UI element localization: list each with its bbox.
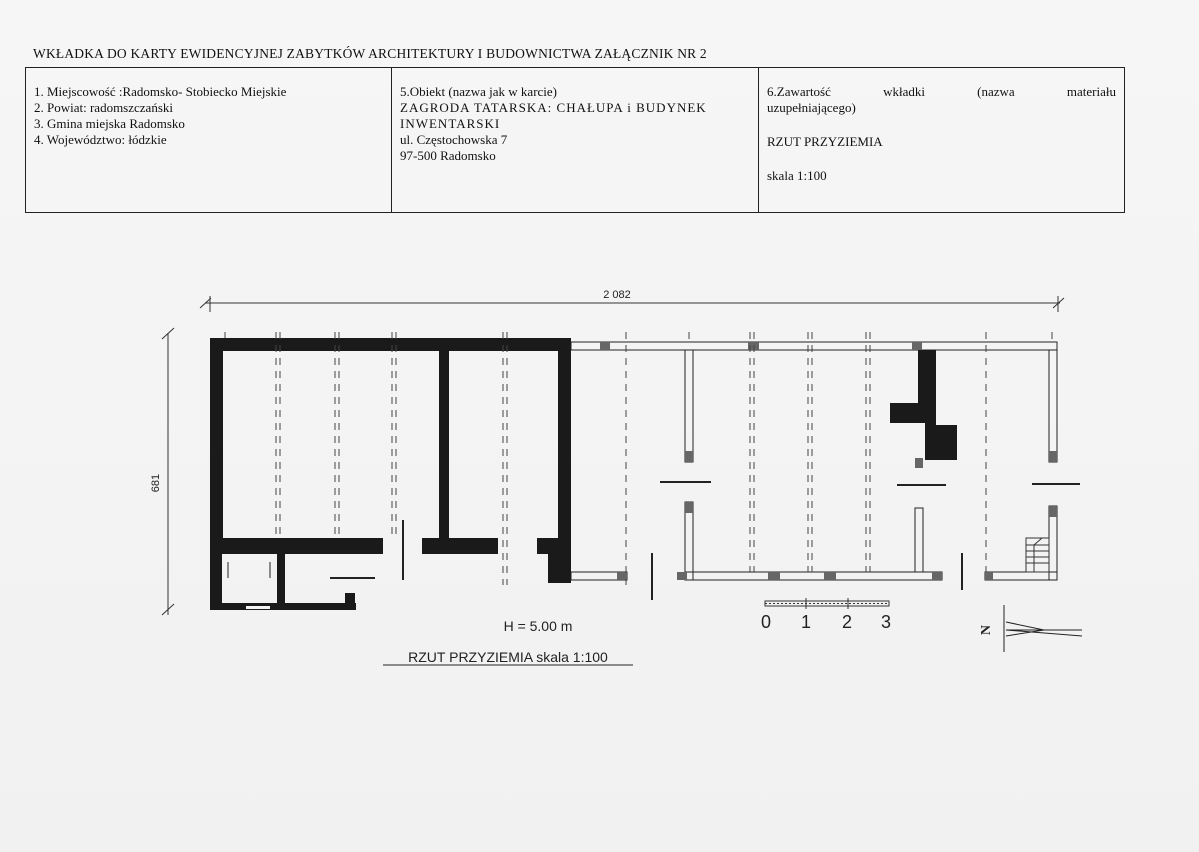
doorway-opening [246,606,270,609]
height-note: H = 5.00 m [503,618,573,634]
object-city: 97-500 Radomsko [400,148,496,163]
house-walls [210,338,571,610]
content-label-line2: uzupełniającego) [767,100,856,115]
barn-wall-posts [600,342,1057,580]
stairs [1026,538,1049,572]
voivodeship-line: 4. Województwo: łódzkie [34,132,167,147]
object-label: 5.Obiekt (nazwa jak w karcie) [400,84,558,99]
content-label-word-1: 6.Zawartość [767,84,831,99]
location-line: 1. Miejscowość :Radomsko- Stobiecko Miejskie [34,84,287,99]
scale-label-3: 3 [880,612,892,632]
content-label-word-3: (nazwa [977,84,1015,99]
width-dimension [200,296,1064,312]
width-dimension-label: 2 082 [603,289,631,301]
north-arrow-icon [1004,605,1082,652]
object-name-line2: INWENTARSKI [400,116,501,131]
north-label: N [979,624,994,636]
content-label-word-2: wkładki [883,84,925,99]
scale-bar [765,598,889,609]
height-dimension [162,328,174,615]
object-street: ul. Częstochowska 7 [400,132,508,147]
content-scale: skala 1:100 [767,168,827,183]
municipality-line: 3. Gmina miejska Radomsko [34,116,185,131]
scale-label-2: 2 [841,612,853,632]
scale-label-1: 1 [800,612,812,632]
object-name-line1: ZAGRODA TATARSKA: CHAŁUPA i BUDYNEK [400,100,707,115]
content-label-word-4: materiału [1066,84,1116,99]
county-line: 2. Powiat: radomszczański [34,100,173,115]
content-value: RZUT PRZYZIEMIA [767,134,883,149]
stove-block [890,350,957,460]
barn-walls [571,342,1057,580]
drawing-caption: RZUT PRZYZIEMIA skala 1:100 [408,649,608,665]
form-title: WKŁADKA DO KARTY EWIDENCYJNEJ ZABYTKÓW ARCHITEKTURY I BUDOWNICTWA ZAŁĄCZNIK NR 2 [33,46,707,61]
scale-label-0: 0 [760,612,772,632]
height-dimension-label: 681 [150,473,162,493]
